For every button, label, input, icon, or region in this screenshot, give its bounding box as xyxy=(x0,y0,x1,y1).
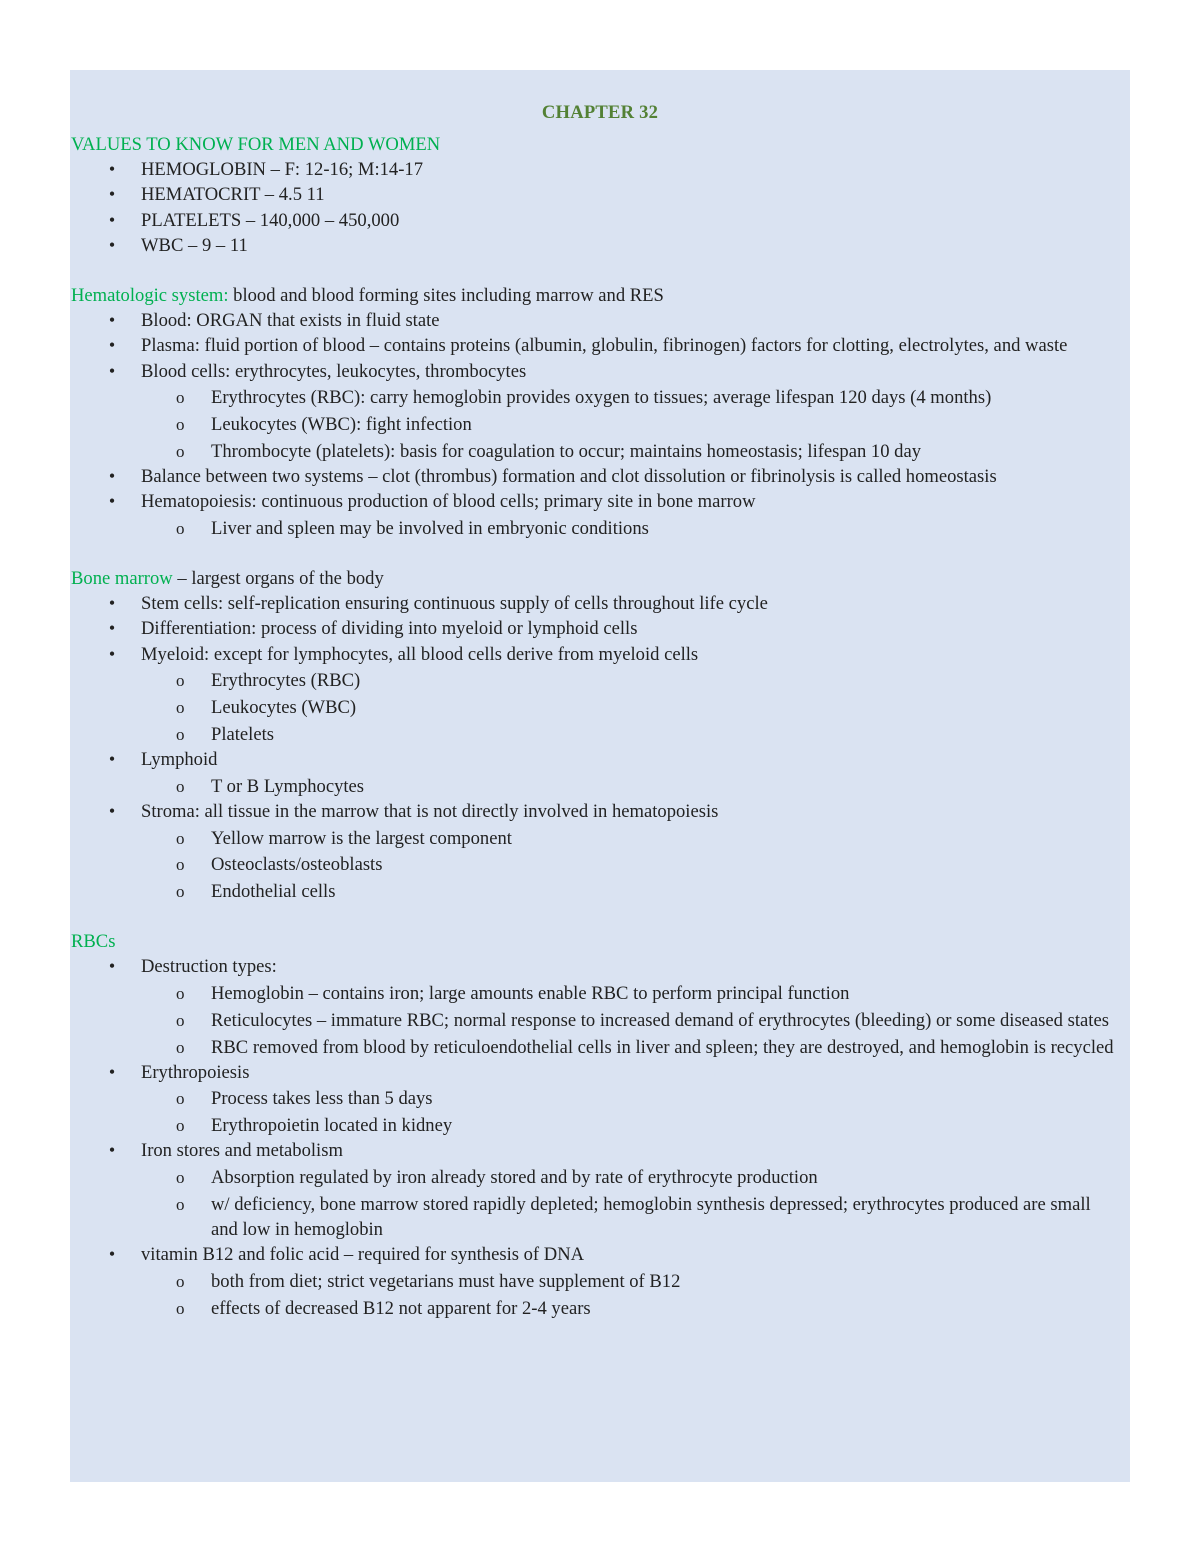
sub-bullet-icon: o xyxy=(176,1168,185,1188)
sub-bullet-list xyxy=(141,385,1124,464)
chapter-title: CHAPTER 32 xyxy=(541,102,659,123)
sub-bullet-list xyxy=(141,1269,1124,1321)
sub-bullet-item xyxy=(70,439,1124,464)
sub-bullet-item xyxy=(70,1192,1124,1242)
sub-bullet-item xyxy=(70,1113,1124,1138)
sub-bullet-item xyxy=(70,385,1124,410)
sub-bullet-list xyxy=(141,1165,1124,1242)
bullet-icon: • xyxy=(108,618,116,639)
sub-bullet-icon: o xyxy=(176,1271,185,1291)
bullet-item xyxy=(70,464,1130,489)
bullet-item xyxy=(70,208,1130,233)
bullet-item xyxy=(70,799,1130,904)
sub-bullet-icon: o xyxy=(176,1037,185,1057)
document-page xyxy=(70,70,1130,1482)
bullet-icon: • xyxy=(108,1140,116,1161)
bullet-text: PLATELETS – 140,000 – 450,000 xyxy=(141,209,400,231)
document-content xyxy=(70,70,1130,1321)
bullet-text: WBC – 9 – 11 xyxy=(141,234,248,256)
sub-bullet-item xyxy=(70,879,1124,904)
sections-container xyxy=(70,132,1130,1321)
sub-bullet-item xyxy=(70,668,1124,693)
bullet-item xyxy=(70,1242,1130,1321)
sub-bullet-icon: o xyxy=(176,698,185,718)
bullet-text: Plasma: fluid portion of blood – contains proteins (albumin, globulin, fibrinogen) factors for clotting, electrolytes, and waste xyxy=(141,335,1068,357)
sub-bullet-text: Absorption regulated by iron already stored and by rate of erythrocyte production xyxy=(211,1167,818,1189)
sub-bullet-text: Osteoclasts/osteoblasts xyxy=(211,854,383,876)
sub-bullet-icon: o xyxy=(176,671,185,691)
bullet-item xyxy=(70,954,1130,1059)
sub-bullet-item xyxy=(70,826,1124,851)
section xyxy=(70,929,1130,1321)
bullet-item xyxy=(70,333,1130,358)
bullet-icon: • xyxy=(108,593,116,614)
bullet-list xyxy=(70,157,1130,258)
sub-bullet-text: Platelets xyxy=(211,723,274,745)
sub-bullet-item xyxy=(70,852,1124,877)
bullet-item xyxy=(70,616,1130,641)
bullet-item xyxy=(70,642,1130,747)
sub-bullet-item xyxy=(70,1008,1124,1033)
bullet-text: HEMATOCRIT – 4.5 11 xyxy=(141,184,325,206)
sub-bullet-icon: o xyxy=(176,441,185,461)
bullet-icon: • xyxy=(108,491,116,512)
bullet-item xyxy=(70,591,1130,616)
bullet-text: Blood: ORGAN that exists in fluid state xyxy=(141,310,440,332)
bullet-icon: • xyxy=(108,800,116,821)
sub-bullet-list xyxy=(141,516,1124,541)
sub-bullet-text: Endothelial cells xyxy=(211,880,336,902)
bullet-icon: • xyxy=(108,748,116,769)
sub-bullet-text: Leukocytes (WBC) xyxy=(211,697,357,719)
sub-bullet-text: Process takes less than 5 days xyxy=(211,1088,433,1110)
bullet-text: Destruction types: xyxy=(141,956,277,978)
sub-bullet-item xyxy=(70,695,1124,720)
sub-bullet-item xyxy=(70,1165,1124,1190)
section-heading-label: VALUES TO KNOW FOR MEN AND WOMEN xyxy=(71,134,441,155)
sub-bullet-text: Thrombocyte (platelets): basis for coagulation to occur; maintains homeostasis; lifespan 10 day xyxy=(211,440,921,462)
bullet-text: Erythropoiesis xyxy=(141,1061,250,1083)
bullet-text: Lymphoid xyxy=(141,748,218,770)
sub-bullet-text: T or B Lymphocytes xyxy=(211,775,365,797)
bullet-icon: • xyxy=(108,465,116,486)
bullet-list xyxy=(70,308,1130,541)
section-heading xyxy=(70,283,1130,308)
bullet-item xyxy=(70,489,1130,541)
section-heading xyxy=(70,929,1130,954)
sub-bullet-icon: o xyxy=(176,724,185,744)
bullet-icon: • xyxy=(108,310,116,331)
bullet-text: vitamin B12 and folic acid – required for synthesis of DNA xyxy=(141,1244,585,1266)
bullet-item xyxy=(70,747,1130,799)
sub-bullet-item xyxy=(70,1296,1124,1321)
sub-bullet-list xyxy=(141,1086,1124,1138)
sub-bullet-icon: o xyxy=(176,415,185,435)
sub-bullet-item xyxy=(70,981,1124,1006)
bullet-text: Stem cells: self-replication ensuring continuous supply of cells throughout life cycle xyxy=(141,593,768,615)
sub-bullet-list xyxy=(141,981,1124,1060)
sub-bullet-text: Yellow marrow is the largest component xyxy=(211,827,512,849)
sub-bullet-item xyxy=(70,722,1124,747)
bullet-icon: • xyxy=(108,209,116,230)
sub-bullet-list xyxy=(141,668,1124,747)
bullet-icon: • xyxy=(108,159,116,180)
sub-bullet-item xyxy=(70,1035,1124,1060)
sub-bullet-icon: o xyxy=(176,1010,185,1030)
section xyxy=(70,566,1130,904)
sub-bullet-list xyxy=(141,774,1124,799)
bullet-item xyxy=(70,359,1130,464)
bullet-icon: • xyxy=(108,335,116,356)
section xyxy=(70,283,1130,541)
bullet-text: Balance between two systems – clot (thrombus) formation and clot dissolution or fibrinolysis is called homeostasis xyxy=(141,465,997,487)
sub-bullet-icon: o xyxy=(176,984,185,1004)
bullet-text: HEMOGLOBIN – F: 12-16; M:14-17 xyxy=(141,159,424,181)
bullet-item xyxy=(70,182,1130,207)
sub-bullet-item xyxy=(70,412,1124,437)
section-heading-label: Hematologic system: xyxy=(71,285,229,307)
bullet-text: Hematopoiesis: continuous production of blood cells; primary site in bone marrow xyxy=(141,491,756,513)
bullet-item xyxy=(70,233,1130,258)
bullet-item xyxy=(70,308,1130,333)
sub-bullet-list xyxy=(141,826,1124,905)
sub-bullet-text: Erythropoietin located in kidney xyxy=(211,1115,453,1137)
bullet-icon: • xyxy=(108,1061,116,1082)
bullet-icon: • xyxy=(108,234,116,255)
sub-bullet-item xyxy=(70,774,1124,799)
sub-bullet-text: Reticulocytes – immature RBC; normal response to increased demand of erythrocytes (bleeding) or some diseased states xyxy=(211,1009,1109,1031)
sub-bullet-icon: o xyxy=(176,776,185,796)
section-heading-description: – largest organs of the body xyxy=(172,568,384,590)
sub-bullet-item xyxy=(70,516,1124,541)
sub-bullet-text: effects of decreased B12 not apparent for 2-4 years xyxy=(211,1297,591,1319)
bullet-icon: • xyxy=(108,956,116,977)
sub-bullet-text: Liver and spleen may be involved in embryonic conditions xyxy=(211,517,649,539)
sub-bullet-text: Leukocytes (WBC): fight infection xyxy=(211,414,472,436)
bullet-text: Iron stores and metabolism xyxy=(141,1140,343,1162)
sub-bullet-icon: o xyxy=(176,881,185,901)
sub-bullet-icon: o xyxy=(176,388,185,408)
bullet-list xyxy=(70,591,1130,904)
bullet-item xyxy=(70,157,1130,182)
sub-bullet-text: w/ deficiency, bone marrow stored rapidly depleted; hemoglobin synthesis depressed; erythrocytes produced are small and low in hemoglobin xyxy=(211,1193,1091,1240)
sub-bullet-item xyxy=(70,1269,1124,1294)
bullet-icon: • xyxy=(108,360,116,381)
bullet-icon: • xyxy=(108,643,116,664)
bullet-text: Blood cells: erythrocytes, leukocytes, thrombocytes xyxy=(141,360,527,382)
sub-bullet-icon: o xyxy=(176,1194,185,1214)
section-heading xyxy=(70,566,1130,591)
bullet-text: Differentiation: process of dividing into myeloid or lymphoid cells xyxy=(141,618,638,640)
section xyxy=(70,132,1130,258)
section-heading-label: Bone marrow xyxy=(71,568,173,590)
sub-bullet-icon: o xyxy=(176,1089,185,1109)
sub-bullet-icon: o xyxy=(176,855,185,875)
bullet-list xyxy=(70,954,1130,1320)
bullet-icon: • xyxy=(108,184,116,205)
bullet-text: Myeloid: except for lymphocytes, all blood cells derive from myeloid cells xyxy=(141,643,699,665)
sub-bullet-text: Erythrocytes (RBC): carry hemoglobin provides oxygen to tissues; average lifespan 120 days (4 months) xyxy=(211,387,992,409)
sub-bullet-text: RBC removed from blood by reticuloendothelial cells in liver and spleen; they are destroyed, and hemoglobin is recycled xyxy=(211,1036,1114,1058)
section-heading-label: RBCs xyxy=(71,931,116,953)
sub-bullet-item xyxy=(70,1086,1124,1111)
section-heading-description: blood and blood forming sites including marrow and RES xyxy=(228,285,664,307)
sub-bullet-icon: o xyxy=(176,828,185,848)
sub-bullet-text: both from diet; strict vegetarians must have supplement of B12 xyxy=(211,1270,681,1292)
sub-bullet-text: Hemoglobin – contains iron; large amounts enable RBC to perform principal function xyxy=(211,983,850,1005)
bullet-icon: • xyxy=(108,1244,116,1265)
section-heading xyxy=(70,132,1130,157)
bullet-text: Stroma: all tissue in the marrow that is not directly involved in hematopoiesis xyxy=(141,800,719,822)
sub-bullet-text: Erythrocytes (RBC) xyxy=(211,670,361,692)
bullet-item xyxy=(70,1060,1130,1139)
bullet-item xyxy=(70,1138,1130,1242)
sub-bullet-icon: o xyxy=(176,1298,185,1318)
sub-bullet-icon: o xyxy=(176,518,185,538)
sub-bullet-icon: o xyxy=(176,1116,185,1136)
